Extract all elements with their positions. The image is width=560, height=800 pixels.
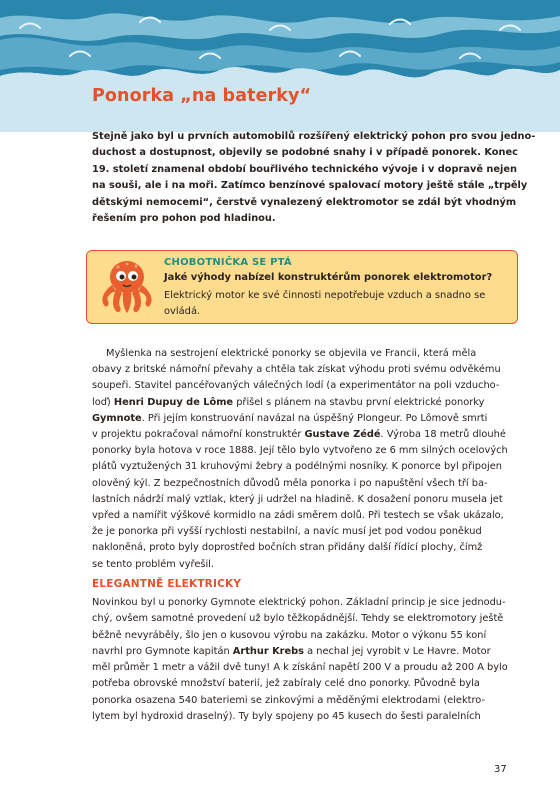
intro-line: řešením pro pohon pod hladinou. (92, 213, 276, 225)
body-line: se tento problém vyřešil. (92, 558, 215, 570)
body-line: lytem byl hydroxid draselný). Ty byly spojeny po 45 kusech do šesti paralelních (92, 711, 481, 723)
intro-line: na souši, ale i na moři. Zatímco benzínové spalovací motory ještě stále „trpěly (92, 180, 528, 192)
body-line: Gymnote. Při jejím konstruování navázal na úspěšný Plongeur. Po Lômově smrti (92, 412, 488, 424)
body-line: plátů vyztužených 31 kruhovými žebry a podélnými nosníky. K ponorce byl připojen (92, 461, 502, 473)
intro-line: 19. století znamenal období bouřlivého technického vývoje i v dopravě nejen (92, 163, 518, 175)
person-name: Henri Dupuy de Lôme (113, 396, 234, 408)
box-answer (164, 288, 514, 319)
body-line: soupeři. Stavitel pancéřovaných válečných lodí (a experimentátor na poli vzducho- (92, 380, 500, 392)
wave-header-illustration (0, 0, 560, 132)
intro-line: Stejně jako byl u prvních automobilů rozšířený elektrický pohon pro svou jedno- (92, 131, 536, 142)
body-line: Novinkou byl u ponorky Gymnote elektrický pohon. Základní princip je sice jednodu- (92, 597, 506, 608)
page-number: 37 (494, 764, 507, 775)
intro-line: dětskými nemocemi“, čerstvě vynalezený elektromotor se zdál být vhodným (92, 196, 517, 208)
body-line: nakloněná, proto byly doprostřed bočních stran přidány další řídící plochy, čímž (92, 542, 483, 554)
page-title: Ponorka „na baterky“ (92, 86, 312, 106)
body-line: chý, ovšem samotné provedení už bylo těžkopádnější. Tehdy se elektromotory ještě (92, 613, 504, 625)
body-line: obavy z britské námořní převahy a chtěla tak získat výhodu proti svému odvěkému (92, 364, 501, 376)
body-line: běžně nevyráběly, šlo jen o kusovou výrobu na zakázku. Motor o výkonu 55 koní (92, 629, 487, 641)
body-line: potřeba obrovské množství baterií, jež zabíraly celé dno ponorky. Původně byla (92, 678, 480, 690)
body-line: loď) Henri Dupuy de Lôme přišel s plánem na stavbu první elektrické ponorky (92, 396, 485, 408)
body-line: navrhl pro Gymnote kapitán Arthur Krebs a nechal jej vyrobit v Le Havre. Motor (92, 645, 491, 657)
body-line: vpřed a namířit výškové kormidlo na zádi směrem dolů. Při testech se však ukázalo, (92, 510, 504, 522)
person-name: Gustave Zédé (304, 429, 381, 441)
octopus-icon (96, 255, 158, 317)
intro-paragraph (92, 129, 536, 227)
person-name: Arthur Krebs (232, 645, 304, 657)
body-paragraph-1 (92, 346, 516, 573)
body-line: že je ponorka při vyšší rychlosti nestabilní, a navíc musí jet pod vodou poněkud (92, 526, 482, 538)
body-line: v projektu pokračoval námořní konstruktér Gustave Zédé. Výroba 18 metrů dlouhé (92, 429, 506, 441)
box-answer-line: ovládá. (164, 305, 201, 317)
intro-line: duchost a dostupnost, objevily se podobné snahy i v případě ponorek. Konec (92, 147, 518, 159)
body-line: olověný kýl. Z bezpečnostních důvodů měla ponorka i po napuštění všech tří ba- (92, 477, 488, 489)
box-answer-line: Elektrický motor ke své činnosti nepotřebuje vzduch a snadno se (164, 290, 486, 301)
box-heading: CHOBOTNIČKA SE PTÁ (164, 257, 292, 268)
body-line: lastních nádrží malý vztlak, který ji udržel na hladině. K dosažení ponoru musela jet (92, 493, 503, 505)
body-line: měl průměr 1 metr a vážil dvě tuny! A k získání napětí 200 V a proudu až 200 A bylo (92, 662, 508, 674)
body-line: Myšlenka na sestrojení elektrické ponorky se objevila ve Francii, která měla (106, 348, 477, 359)
section-subheading: ELEGANTNĚ ELEKTRICKY (92, 578, 242, 590)
box-question: Jaké výhody nabízel konstruktérům ponorek elektromotor? (164, 272, 493, 283)
body-line: ponorka osazena 540 bateriemi se zinkovými a měděnými elektrodami (elektro- (92, 694, 485, 706)
body-paragraph-2 (92, 595, 516, 725)
submarine-name: Gymnote (92, 412, 142, 424)
body-line: ponorky byla hotova v roce 1888. Její tělo bylo vytvořeno ze 6 mm silných ocelových (92, 445, 508, 457)
